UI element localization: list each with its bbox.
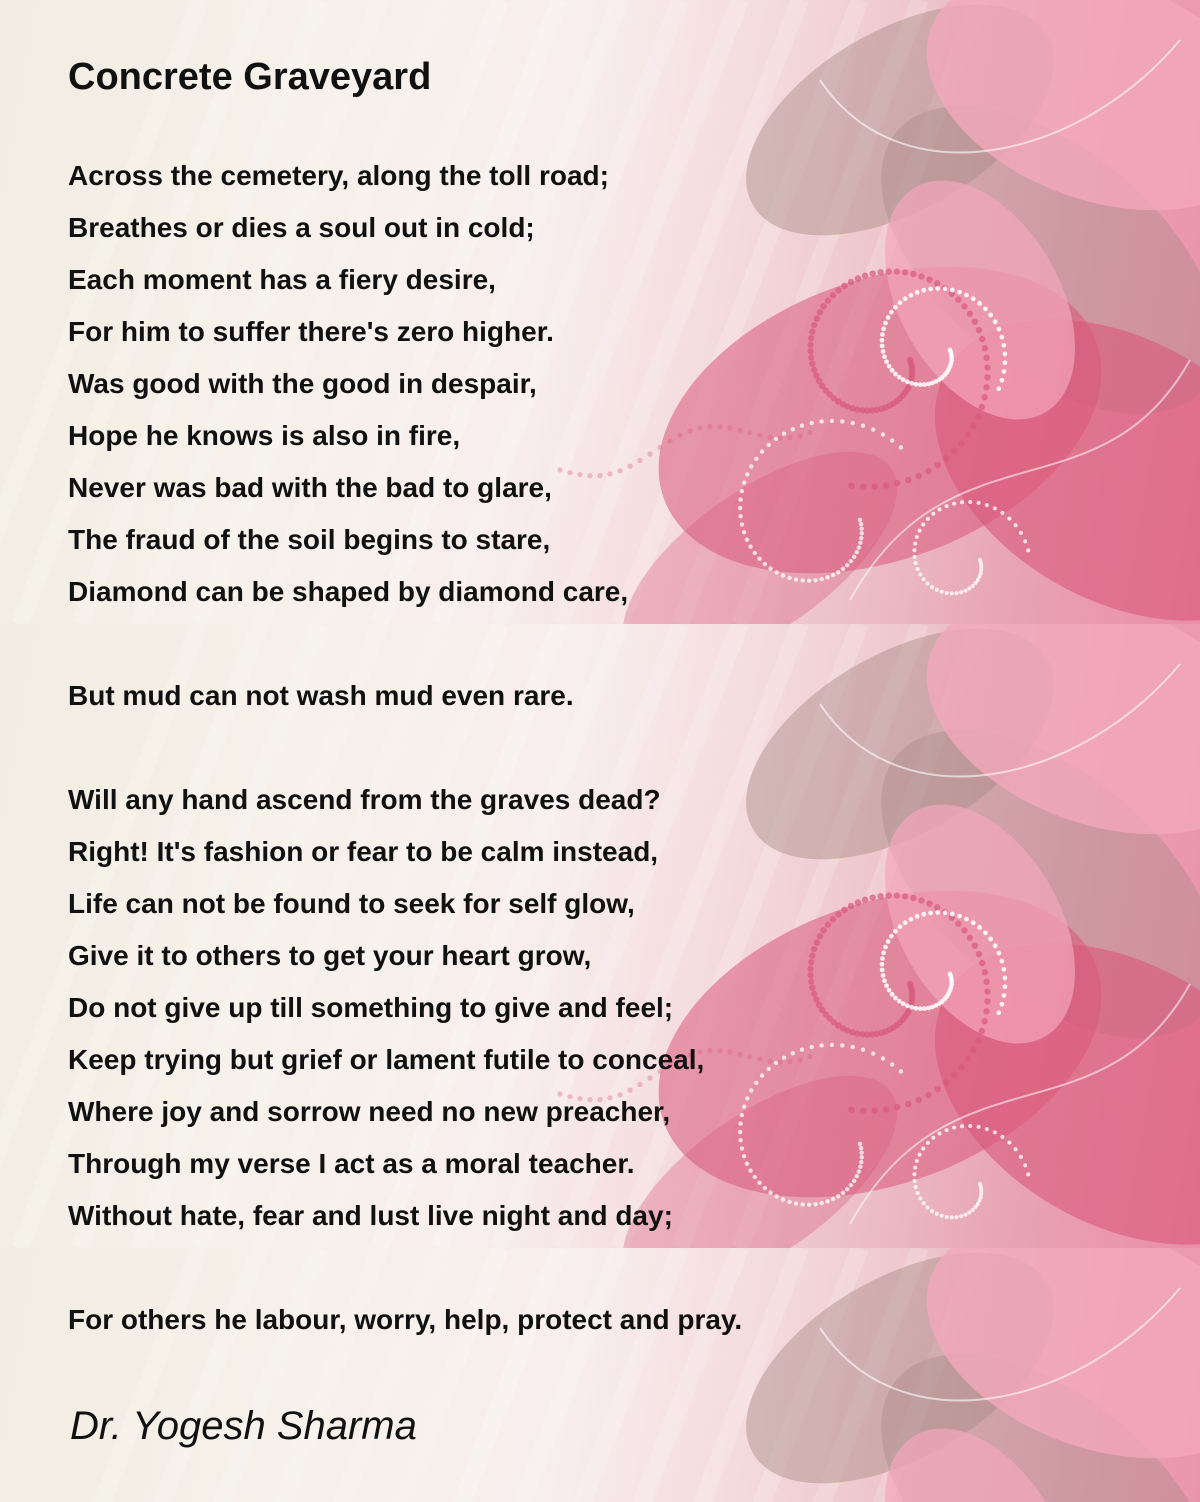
poem-line: Each moment has a fiery desire, bbox=[68, 264, 496, 295]
poem-line: Was good with the good in despair, bbox=[68, 368, 537, 399]
poem-body bbox=[68, 150, 742, 1346]
poem-line: Across the cemetery, along the toll road; bbox=[68, 160, 609, 191]
poem-blank-line bbox=[68, 722, 742, 774]
poem-line: Give it to others to get your heart grow, bbox=[68, 940, 592, 971]
poem-line: Will any hand ascend from the graves dead? bbox=[68, 784, 661, 815]
poem-line: But mud can not wash mud even rare. bbox=[68, 680, 574, 711]
poem-line: The fraud of the soil begins to stare, bbox=[68, 524, 551, 555]
poem-line: Right! It's fashion or fear to be calm instead, bbox=[68, 836, 659, 867]
poem-line: Through my verse I act as a moral teacher. bbox=[68, 1148, 635, 1179]
poem-line: Diamond can be shaped by diamond care, bbox=[68, 576, 629, 607]
poem-line: Do not give up till something to give and feel; bbox=[68, 992, 674, 1023]
poem-blank-line bbox=[68, 1242, 742, 1294]
poem-line: Keep trying but grief or lament futile to conceal, bbox=[68, 1044, 705, 1075]
poem-line: Never was bad with the bad to glare, bbox=[68, 472, 552, 503]
poem-blank-line bbox=[68, 618, 742, 670]
poem-line: For others he labour, worry, help, protect and pray. bbox=[68, 1304, 743, 1335]
poem-line: Life can not be found to seek for self glow, bbox=[68, 888, 635, 919]
poem-line: Breathes or dies a soul out in cold; bbox=[68, 212, 535, 243]
poem-line: For him to suffer there's zero higher. bbox=[68, 316, 554, 347]
poem-author: Dr. Yogesh Sharma bbox=[70, 1404, 417, 1448]
poem-line: Hope he knows is also in fire, bbox=[68, 420, 461, 451]
poem-line: Where joy and sorrow need no new preacher, bbox=[68, 1096, 671, 1127]
poem-title: Concrete Graveyard bbox=[68, 56, 432, 98]
poem-line: Without hate, fear and lust live night and day; bbox=[68, 1200, 673, 1231]
